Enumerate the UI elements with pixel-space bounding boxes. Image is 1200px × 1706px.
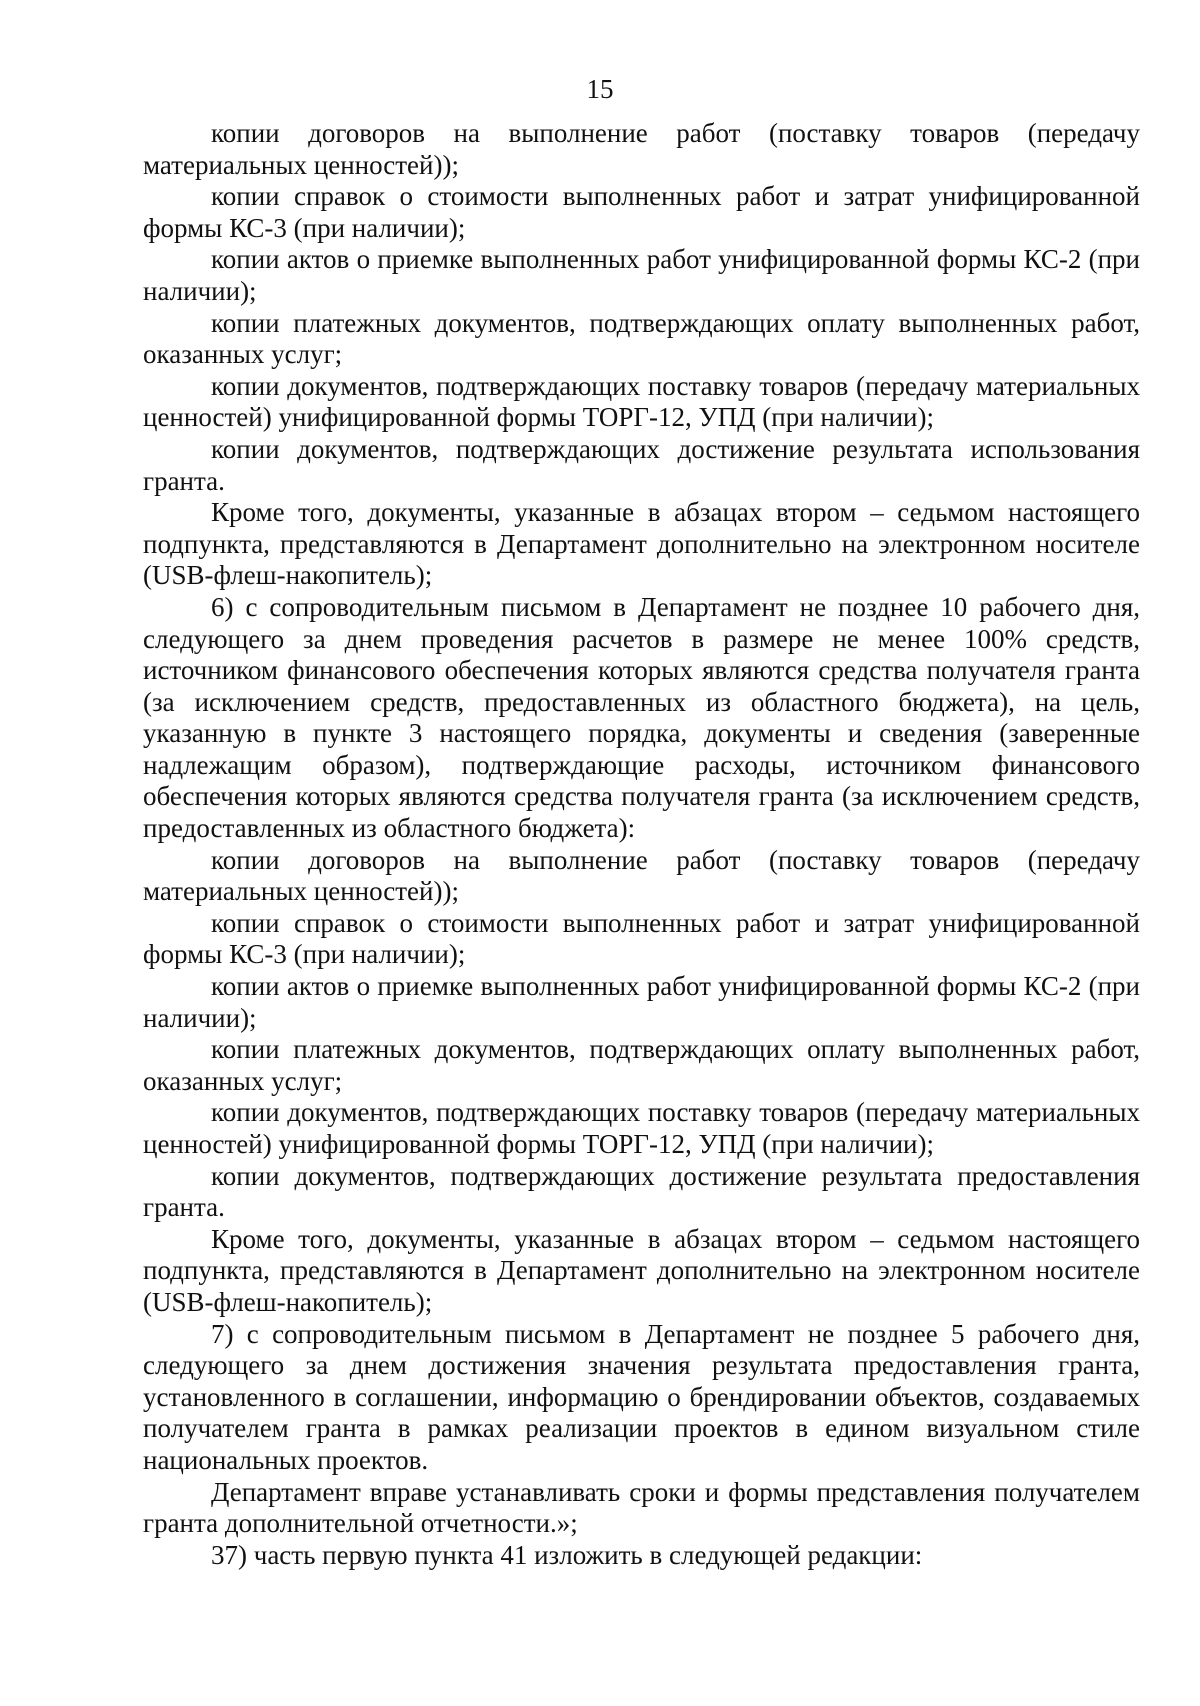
paragraph: копии документов, подтверждающих поставку товаров (передачу материальных ценностей) унифицированной формы ТОРГ-12, УПД (при наличии); (143, 370, 1140, 433)
paragraph: 7) с сопроводительным письмом в Департамент не позднее 5 рабочего дня, следующего за днем достижения значения результата предоставления гранта, установленного в соглашении, информацию о брендировании объектов, создаваемых получателем гранта в рамках реализации проектов в едином визуальном стиле национальных проектов. (143, 1318, 1140, 1475)
paragraph: 37) часть первую пункта 41 изложить в следующей редакции: (211, 1539, 923, 1570)
paragraph: Департамент вправе устанавливать сроки и формы представления получателем гранта дополнительной отчетности.»; (143, 1476, 1140, 1539)
paragraph: Кроме того, документы, указанные в абзацах втором – седьмом настоящего подпункта, представляются в Департамент дополнительно на электронном носителе (USB-флеш-накопитель); (143, 1223, 1140, 1317)
paragraph: копии документов, подтверждающих поставку товаров (передачу материальных ценностей) унифицированной формы ТОРГ-12, УПД (при наличии); (143, 1097, 1140, 1159)
paragraph: копии справок о стоимости выполненных работ и затрат унифицированной формы КС-3 (при наличии); (143, 907, 1140, 970)
paragraph: копии платежных документов, подтверждающих оплату выполненных работ, оказанных услуг; (143, 307, 1140, 370)
paragraph: копии справок о стоимости выполненных работ и затрат унифицированной формы КС-3 (при наличии); (143, 181, 1140, 243)
page-number: 15 (586, 74, 614, 104)
paragraph: копии актов о приемке выполненных работ унифицированной формы КС-2 (при наличии); (143, 971, 1140, 1033)
paragraph: Кроме того, документы, указанные в абзацах втором – седьмом настоящего подпункта, представляются в Департамент дополнительно на электронном носителе (USB-флеш-накопитель); (143, 497, 1140, 591)
paragraph: копии платежных документов, подтверждающих оплату выполненных работ, оказанных услуг; (143, 1034, 1140, 1096)
paragraph: копии актов о приемке выполненных работ унифицированной формы КС-2 (при наличии); (143, 244, 1140, 306)
paragraph: копии договоров на выполнение работ (поставку товаров (передачу материальных ценностей)); (143, 844, 1140, 907)
paragraph: копии договоров на выполнение работ (поставку товаров (передачу материальных ценностей)); (143, 118, 1140, 180)
paragraph: копии документов, подтверждающих достижение результата предоставления гранта. (143, 1160, 1140, 1223)
paragraph: 6) с сопроводительным письмом в Департамент не позднее 10 рабочего дня, следующего за днем проведения расчетов в размере не менее 100% средств, источником финансового обеспечения которых являются средства получателя гранта (за исключением средств, предоставленных из областного бюджета), на цель, указанную в пункте 3 настоящего порядка, документы и сведения (заверенные надлежащим образом), подтверждающие расходы, источником финансового обеспечения которых являются средства получателя гранта (за исключением средств, предоставленных из областного бюджета): (143, 591, 1140, 844)
document-body (143, 118, 1140, 1571)
paragraph: копии документов, подтверждающих достижение результата использования гранта. (143, 433, 1140, 496)
